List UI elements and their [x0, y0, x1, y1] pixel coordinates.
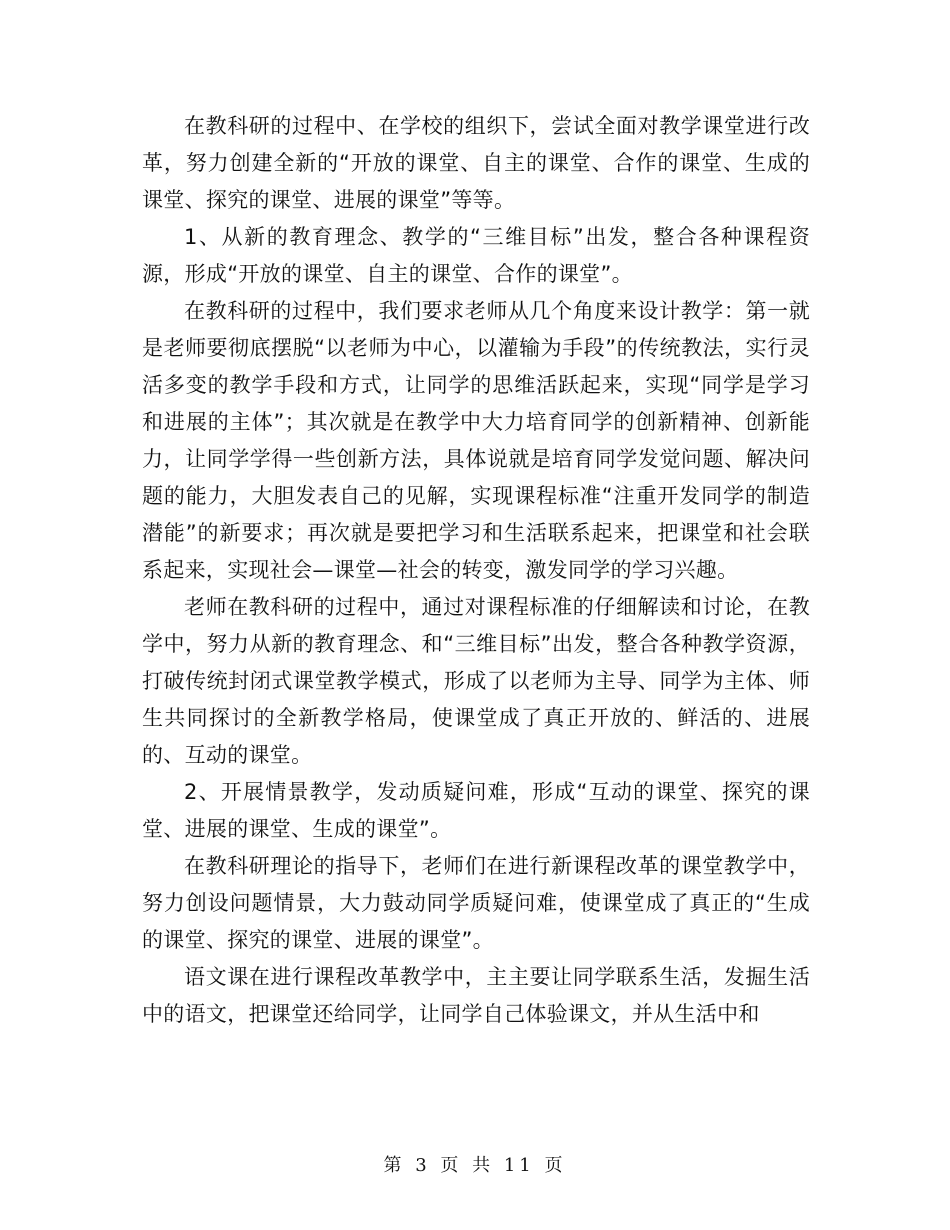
- paragraph-5: 2、开展情景教学，发动质疑问难，形成“互动的课堂、探究的课堂、进展的课堂、生成的课堂”。: [142, 780, 810, 841]
- paragraph-2: 1、从新的教育理念、教学的“三维目标”出发，整合各种课程资源，形成“开放的课堂、自主的课堂、合作的课堂”。: [142, 225, 810, 286]
- page-footer: 第 3 页 共 11 页: [383, 1155, 567, 1176]
- paragraph-3: 在教科研的过程中，我们要求老师从几个角度来设计教学：第一就是老师要彻底摆脱“以老师为中心，以灌输为手段”的传统教法，实行灵活多变的教学手段和方式，让同学的思维活跃起来，实现“同学是学习和进展的主体”；其次就是在教学中大力培育同学的创新精神、创新能力，让同学学得一些创新方法，具体说就是培育同学发觉问题、解决问题的能力，大胆发表自己的见解，实现课程标准“注重开发同学的制造潜能”的新要求；再次就是要把学习和生活联系起来，把课堂和社会联系起来，实现社会—课堂—社会的转变，激发同学的学习兴趣。: [142, 299, 810, 582]
- paragraph-7: 语文课在进行课程改革教学中，主主要让同学联系生活，发掘生活中的语文，把课堂还给同学，让同学自己体验课文，并从生活中和: [142, 965, 810, 1026]
- paragraph-4: 老师在教科研的过程中，通过对课程标准的仔细解读和讨论，在教学中，努力从新的教育理念、和“三维目标”出发，整合各种教学资源，打破传统封闭式课堂教学模式，形成了以老师为主导、同学为主体、师生共同探讨的全新教学格局，使课堂成了真正开放的、鲜活的、进展的、互动的课堂。: [142, 595, 810, 767]
- paragraph-1: 在教科研的过程中、在学校的组织下，尝试全面对教学课堂进行改革，努力创建全新的“开放的课堂、自主的课堂、合作的课堂、生成的课堂、探究的课堂、进展的课堂”等等。: [142, 114, 810, 212]
- document-body: [142, 108, 810, 1033]
- paragraph-6: 在教科研理论的指导下，老师们在进行新课程改革的课堂教学中，努力创设问题情景，大力鼓动同学质疑问难，使课堂成了真正的“生成的课堂、探究的课堂、进展的课堂”。: [142, 854, 810, 952]
